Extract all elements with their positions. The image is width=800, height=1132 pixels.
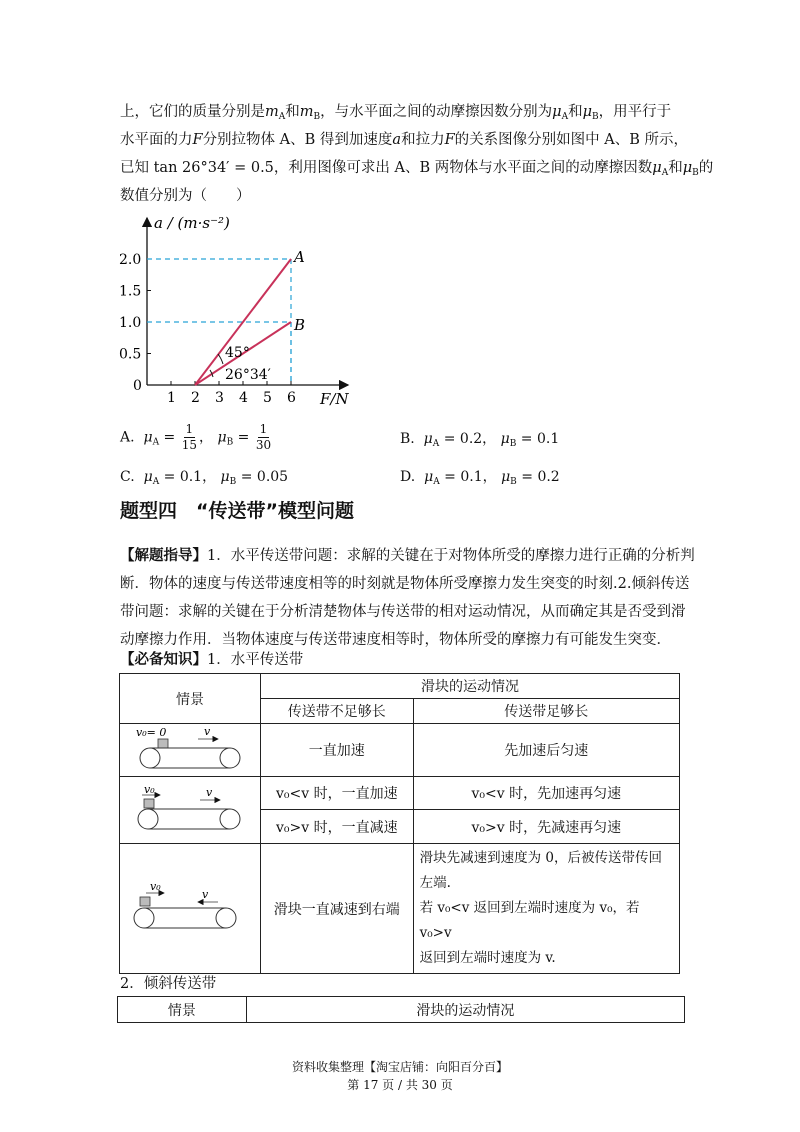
x-tick-label-4: 4 bbox=[239, 390, 248, 406]
option-b[interactable]: B. $\mu_A = 0.2$， $\mu_B = 0.1$ bbox=[400, 431, 560, 449]
t2-header-scene: 情景 bbox=[118, 997, 247, 1023]
r2a-short: v₀<v 时，一直加速 bbox=[260, 777, 413, 810]
r1-long: 先加速后匀速 bbox=[413, 724, 679, 777]
scene-3 bbox=[120, 844, 261, 974]
horizontal-belt-table bbox=[119, 673, 680, 974]
x-tick-label-5: 5 bbox=[263, 390, 272, 406]
x-tick-label-6: 6 bbox=[287, 390, 296, 406]
option-c[interactable]: C. $\mu_A = 0.1$， $\mu_B = 0.05$ bbox=[120, 469, 289, 487]
angle-26-label: 26°34′ bbox=[225, 367, 271, 383]
scene-2 bbox=[120, 777, 261, 844]
guide-line-4: 动摩擦力作用．当物体速度与传送带速度相等时，物体所受的摩擦力有可能发生突变． bbox=[120, 632, 671, 648]
r3-short: 滑块一直减速到右端 bbox=[260, 844, 413, 974]
series-a-label: A bbox=[294, 248, 305, 266]
guide-line-3: 带问题：求解的关键在于分析清楚物体与传送带的相对运动情况，从而确定其是否受到滑 bbox=[120, 604, 686, 620]
r2b-long: v₀>v 时，先减速再匀速 bbox=[413, 810, 679, 844]
r2a-long: v₀<v 时，先加速再匀速 bbox=[413, 777, 679, 810]
svg-text:v: v bbox=[201, 887, 209, 901]
header-scene: 情景 bbox=[120, 674, 261, 724]
belt-diagram-3 bbox=[130, 880, 250, 934]
scene-1 bbox=[120, 724, 261, 777]
y-tick-label-1.0: 1.0 bbox=[119, 315, 142, 331]
guide-line-2: 断．物体的速度与传送带速度相等的时刻就是物体所受摩擦力发生突变的时刻.2.倾斜传送 bbox=[120, 576, 690, 592]
inclined-belt-table bbox=[117, 996, 685, 1023]
belt-diagram-1 bbox=[130, 724, 250, 772]
r1-short: 一直加速 bbox=[260, 724, 413, 777]
x-axis-label: F/N bbox=[320, 390, 349, 408]
guide-line-1: 【解题指导】1．水平传送带问题：求解的关键在于对物体所受的摩擦力进行正确的分析判 bbox=[120, 548, 695, 564]
y-tick-label-1.5: 1.5 bbox=[119, 283, 142, 300]
header-motion: 滑块的运动情况 bbox=[260, 674, 679, 699]
problem-line-4: 数值分别为（ ） bbox=[120, 188, 251, 204]
svg-text:v: v bbox=[205, 786, 213, 799]
svg-text:v: v bbox=[203, 725, 211, 738]
section2-title: 2．倾斜传送带 bbox=[120, 976, 217, 992]
y-tick-label-0: 0 bbox=[133, 378, 142, 394]
x-tick-label-3: 3 bbox=[215, 390, 224, 406]
r2b-short: v₀>v 时，一直减速 bbox=[260, 810, 413, 844]
header-short: 传送带不足够长 bbox=[260, 699, 413, 724]
svg-text:v₀: v₀ bbox=[149, 879, 161, 893]
svg-text:v₀: v₀ bbox=[143, 783, 155, 796]
svg-text:v₀= 0: v₀= 0 bbox=[135, 726, 167, 739]
angle-45-label: 45° bbox=[225, 345, 250, 361]
page-number: 第 17 页 / 共 30 页 bbox=[347, 1078, 453, 1092]
y-axis-label: a / (m·s⁻²) bbox=[154, 214, 230, 232]
option-a[interactable]: A. $\mu_A$ = $\frac{1}{15}$ ， $\mu_B$ = $\frac{1}{30}$ bbox=[120, 422, 272, 452]
series-b-label: B bbox=[294, 316, 306, 334]
option-d[interactable]: D. $\mu_A = 0.1$， $\mu_B = 0.2$ bbox=[400, 469, 560, 487]
a-f-graph bbox=[100, 208, 370, 413]
footer-source: 资料收集整理【淘宝店铺：向阳百分百】 bbox=[291, 1060, 508, 1074]
belt-diagram-2 bbox=[130, 783, 250, 833]
y-tick-label-0.5: 0.5 bbox=[119, 346, 142, 363]
knowledge-line: 【必备知识】1．水平传送带 bbox=[120, 652, 304, 668]
header-long: 传送带足够长 bbox=[413, 699, 679, 724]
problem-line-2: 水平面的力F分别拉物体 A、B 得到加速度a和拉力F的关系图像分别如图中 A、B 所示， bbox=[120, 132, 688, 148]
r3-long: 滑块先减速到速度为 0，后被传送带传回 左端. 若 v₀<v 返回到左端时速度为 v₀，若 v₀>v 返回到左端时速度为 v. bbox=[413, 844, 679, 974]
angle-arc-45 bbox=[218, 354, 223, 364]
x-tick-label-1: 1 bbox=[167, 390, 176, 406]
section-title: 题型四 “传送带”模型问题 bbox=[120, 500, 354, 522]
y-tick-label-2.0: 2.0 bbox=[119, 252, 142, 268]
problem-line-3: 已知 tan 26°34′ = 0.5，利用图像可求出 A、B 两物体与水平面之间的动摩擦因数$\mu_A$和$\mu_B$的 bbox=[120, 160, 714, 178]
problem-line-1: 上，它们的质量分别是$m_A$和$m_B$，与水平面之间的动摩擦因数分别为$\mu_A$和$\mu_B$，用平行于 bbox=[120, 104, 672, 122]
x-tick-label-2: 2 bbox=[191, 390, 200, 406]
t2-header-motion: 滑块的运动情况 bbox=[246, 997, 684, 1023]
